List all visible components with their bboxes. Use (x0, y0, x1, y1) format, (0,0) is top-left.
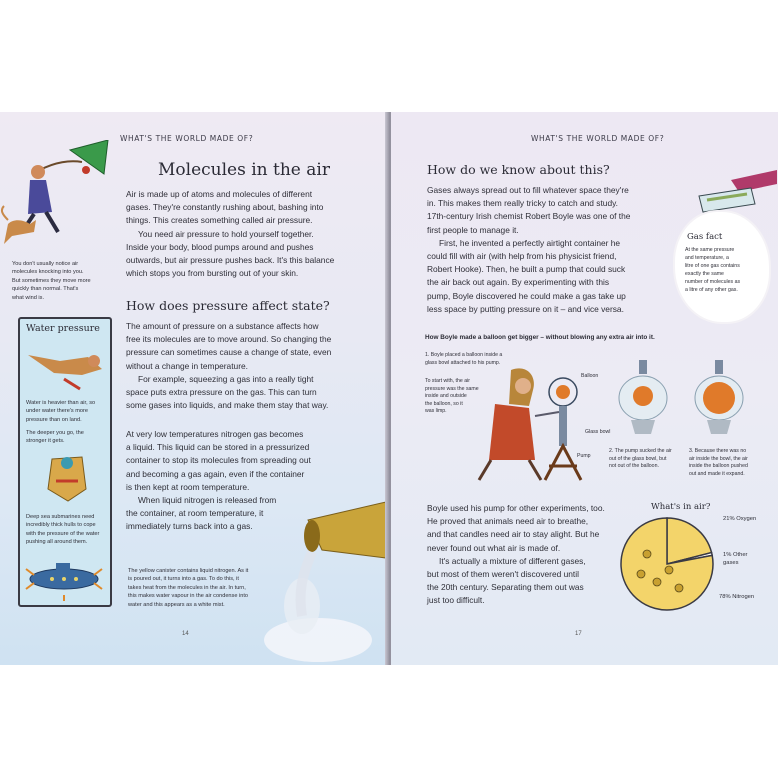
nitrogen-line: container to stop its molecules from spreading out (126, 455, 311, 466)
intro-line: outwards, but air pressure pushes back. It's this balance (126, 255, 335, 266)
start-note-line: To start with, the air (425, 378, 470, 384)
boyle-text (427, 184, 677, 316)
canister-caption-line: The yellow canister contains liquid nitrogen. As it (128, 568, 249, 574)
start-note-line: was limp. (425, 408, 447, 415)
canister-caption-line: water and this appears as a white mist. (128, 601, 225, 608)
wind-caption-line: But sometimes they move more (12, 277, 91, 284)
left-page-header: WHAT'S THE WORLD MADE OF? (120, 134, 254, 143)
water-text-line: Deep sea submarines need (26, 514, 95, 520)
molecule-icon (675, 584, 683, 592)
experiments-line: and that candles need air to stay alight. But he (427, 529, 600, 540)
experiments-line: It's actually a mixture of different gases, (439, 555, 586, 566)
step-3-line: inside the balloon pushed (689, 463, 748, 470)
wind-caption-line: what wind is. (12, 294, 45, 301)
intro-line: which stops you from bursting out of your skin. (126, 268, 299, 279)
step-2-line: out of the glass bowl, but (609, 455, 667, 462)
step-3-line: 3. Because there was no (689, 448, 747, 454)
air-composition-pie-chart (617, 514, 717, 614)
pressure-line: space puts extra pressure on the gas. This can turn (126, 387, 317, 398)
book-spread (0, 112, 778, 665)
pressure-subtitle: How does pressure affect state? (126, 298, 330, 313)
water-text-line: The deeper you go, the (26, 430, 84, 436)
experiments-line: but most of them weren't discovered until (427, 569, 579, 580)
canister-caption-line: is poured out, it turns into a gas. To do this, it (128, 576, 239, 583)
label-balloon: Balloon (581, 373, 599, 379)
nitrogen-line: is then kept at room temperature. (126, 481, 250, 492)
gas-fact-line: litre of one gas contains (685, 263, 740, 269)
gas-fact-title: Gas fact (687, 232, 723, 242)
intro-line: gases. They're constantly rushing about, bashing into (126, 202, 324, 213)
diver-illustration (24, 335, 108, 395)
wind-caption-line: quickly than normal. That's (12, 286, 79, 293)
canister-caption-line: this makes water vapour in the air condense into (128, 593, 249, 600)
step-2-line: 2. The pump sucked the air (609, 448, 672, 454)
water-pressure-title: Water pressure (26, 323, 100, 334)
right-page-title: How do we know about this? (427, 162, 610, 177)
diagram-step-3 (689, 448, 775, 478)
label-pump: Pump (577, 453, 591, 459)
experiments-line: just too difficult. (427, 595, 485, 606)
pie-label-oxygen: 21% Oxygen (723, 516, 757, 522)
nitrogen-line: and becoming a gas again, even if the container (126, 468, 305, 479)
experiments-text (427, 502, 637, 608)
pressure-line: For example, squeezing a gas into a really tight (138, 373, 314, 384)
intro-text (126, 188, 378, 280)
pressure-text (126, 320, 378, 412)
left-page-title: Molecules in the air (158, 160, 330, 180)
bowl-stage-3-illustration (691, 360, 747, 442)
right-page (391, 112, 778, 665)
nitrogen-line: When liquid nitrogen is released from (138, 495, 277, 506)
gas-fact-line: and temperature, a (685, 255, 729, 261)
label-glass-bowl: Glass bowl (585, 429, 611, 435)
molecule-icon (665, 566, 673, 574)
experiments-line: never found out what air is made of. (427, 542, 561, 553)
gas-fact-text (685, 246, 765, 294)
diagram-step-2 (609, 448, 689, 471)
step-3-line: air inside the bowl, the air (689, 455, 748, 462)
pressure-line: without a change in temperature. (126, 360, 248, 371)
pie-label-other: 1% Other gases (723, 552, 748, 566)
nitrogen-line: the container, at room temperature, it (126, 508, 264, 519)
boyle-line: Robert Hooke). Then, he built a pump that could suck (427, 264, 626, 275)
water-text-line: pushing all around them. (26, 539, 88, 546)
wind-caption-line: molecules knocking into you. (12, 269, 84, 276)
wind-caption (12, 260, 112, 302)
intro-line: things. This creates something called air pressure. (126, 215, 313, 226)
step-1-line: 1. Boyle placed a balloon inside a (425, 352, 503, 358)
step-3-line: out and made it expand. (689, 470, 745, 477)
intro-line: Inside your body, blood pumps around and pushes (126, 241, 314, 252)
gas-fact-line: At the same pressure (685, 247, 735, 253)
nitrogen-line: immediately turns back into a gas. (126, 521, 253, 532)
start-note-line: inside and outside (425, 393, 467, 400)
left-page (0, 112, 389, 665)
pie-chart-title: What's in air? (651, 502, 711, 512)
right-page-number: 17 (575, 631, 582, 637)
pie-label-nitrogen: 78% Nitrogen (719, 594, 755, 600)
pressure-line: pressure can sometimes cause a change of state, even (126, 347, 332, 358)
gas-fact-line: exactly the same (685, 271, 724, 277)
water-text-line: pressure than on land. (26, 416, 82, 423)
step-2-line: not out of the balloon. (609, 463, 659, 470)
molecule-icon (637, 570, 645, 578)
submarine-illustration (22, 555, 110, 601)
gas-fact-line: a litre of any other gas. (685, 287, 738, 293)
gas-fact-cloud (675, 212, 769, 322)
wind-caption-line: You don't usually notice air (12, 261, 79, 267)
water-pressure-panel (18, 317, 112, 607)
boyle-line: in. This makes them really tricky to catch and study. (427, 198, 618, 209)
boyle-line: 17th-century Irish chemist Robert Boyle was one of the (427, 211, 631, 222)
water-text-line: Water is heavier than air, so (26, 400, 96, 406)
intro-line: You need air pressure to hold yourself together. (138, 228, 314, 239)
boyle-line: the air back out again. By experimenting with this (427, 277, 610, 288)
boyle-line: less space by putting pressure on it – and vice versa. (427, 303, 624, 314)
gas-fact-line: number of molecules as (685, 279, 741, 285)
water-text-line: stronger it gets. (26, 438, 65, 445)
nitrogen-line: At very low temperatures nitrogen gas becomes (126, 429, 304, 439)
water-text-line: incredibly thick hulls to cope (26, 522, 96, 529)
boyle-line: first people to manage it. (427, 224, 519, 235)
boyle-line: could fill with air (with help from his physicist friend, (427, 251, 617, 262)
start-note-line: the balloon, so it (425, 400, 463, 407)
experiments-line: He proved that animals need air to breathe, (427, 516, 589, 527)
water-pressure-text-3 (26, 513, 112, 547)
experiments-line: Boyle used his pump for other experiments, too. (427, 503, 605, 513)
right-page-header: WHAT'S THE WORLD MADE OF? (531, 134, 665, 143)
intro-line: Air is made up of atoms and molecules of different (126, 189, 313, 199)
molecule-icon (643, 550, 651, 558)
diagram-title: How Boyle made a balloon get bigger – without blowing any extra air into it. (425, 334, 655, 341)
squashed-diver-illustration (42, 449, 92, 505)
boyle-line: Gases always spread out to fill whatever space they're (427, 185, 629, 195)
experiments-line: the 20th century. Separating them out was (427, 582, 584, 593)
boyle-line: pump, Boyle discovered he could make a gas take up (427, 290, 626, 301)
water-pressure-text-2 (26, 429, 110, 446)
wind-illustration (0, 140, 118, 260)
left-page-number: 14 (182, 631, 189, 637)
canister-caption-line: takes heat from the molecules in the air. In turn, (128, 584, 246, 591)
boyle-line: First, he invented a perfectly airtight container he (439, 237, 621, 248)
canister-caption (128, 567, 288, 609)
water-text-line: under water there's more (26, 408, 89, 415)
water-text-line: with the pressure of the water (26, 530, 100, 537)
bowl-stage-2-illustration (615, 360, 671, 442)
pressure-line: free its molecules are to move around. So changing the (126, 334, 332, 345)
nitrogen-line: a liquid. This liquid can be stored in a pressurized (126, 442, 310, 453)
water-pressure-text-1 (26, 399, 110, 424)
flask-pouring-illustration (691, 170, 778, 220)
start-note-line: pressure was the same (425, 385, 479, 392)
pressure-line: The amount of pressure on a substance affects how (126, 321, 319, 331)
pressure-line: some gases into liquids, and make them stay that way. (126, 400, 329, 411)
molecule-icon (653, 578, 661, 586)
step-1-line: glass bowl attached to his pump. (425, 359, 501, 366)
